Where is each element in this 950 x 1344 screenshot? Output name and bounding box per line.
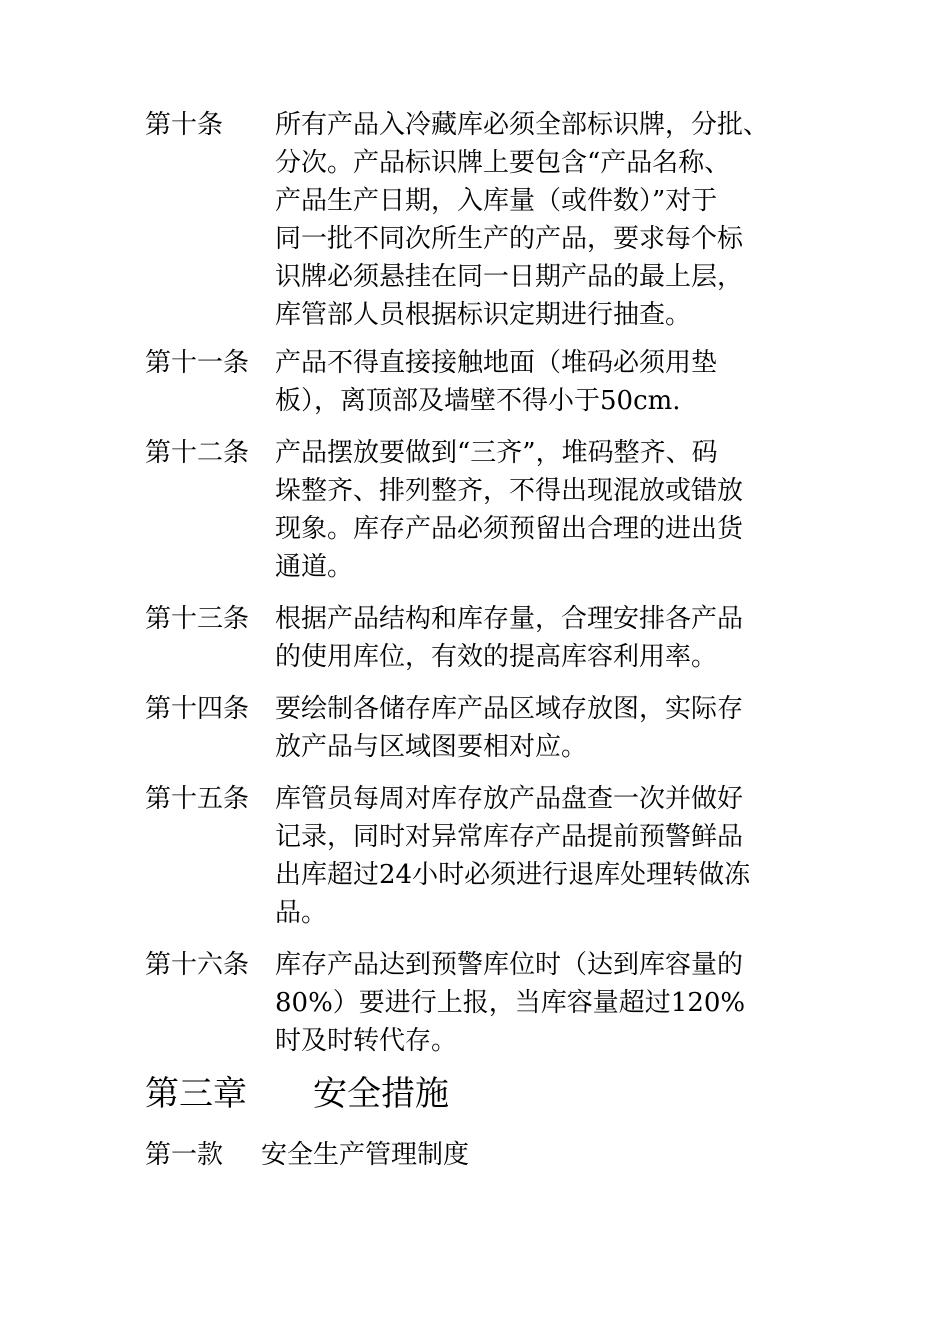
article-label: 第十四条	[145, 694, 250, 724]
article-line: 库管部人员根据标识定期进行抽查。	[275, 300, 692, 330]
article-label: 第十一条	[145, 348, 250, 378]
article-line: 的使用库位，有效的提高库容利用率。	[275, 642, 718, 672]
section-heading	[145, 1136, 469, 1174]
article-body	[275, 600, 835, 676]
article-line: 垛整齐、排列整齐，不得出现混放或错放	[275, 476, 744, 506]
chapter-heading	[145, 1072, 449, 1116]
article-line: 库管员每周对库存放产品盘查一次并做好	[275, 784, 744, 814]
article-label: 第十三条	[145, 604, 250, 634]
article-line: 产品生产日期，入库量（或件数）”对于	[275, 186, 718, 216]
article-body	[275, 344, 835, 420]
article-line: 记录，同时对异常库存产品提前预警鲜品	[275, 822, 744, 852]
article-label: 第十条	[145, 110, 224, 140]
article-line: 80%）要进行上报，当库容量超过120%	[275, 988, 746, 1018]
article-line: 根据产品结构和库存量，合理安排各产品	[275, 604, 744, 634]
article-line: 所有产品入冷藏库必须全部标识牌，分批、	[275, 110, 770, 140]
article-label: 第十五条	[145, 784, 250, 814]
article-label: 第十二条	[145, 438, 250, 468]
article-line: 品。	[275, 898, 328, 928]
article-line: 分次。产品标识牌上要包含“产品名称、	[275, 148, 731, 178]
article-line: 通道。	[275, 552, 354, 582]
article-line: 板），离顶部及墙壁不得小于50cm.	[275, 386, 681, 416]
section-title: 安全生产管理制度	[261, 1140, 470, 1170]
article-line: 放产品与区域图要相对应。	[275, 732, 588, 762]
article-line: 产品不得直接接触地面（堆码必须用垫	[275, 348, 718, 378]
article-line: 时及时转代存。	[275, 1026, 458, 1056]
article-line: 库存产品达到预警库位时（达到库容量的	[275, 950, 744, 980]
article-line: 现象。库存产品必须预留出合理的进出货	[275, 514, 744, 544]
article-body	[275, 434, 835, 586]
section-number: 第一款	[145, 1140, 224, 1170]
article-label: 第十六条	[145, 950, 250, 980]
article-body	[275, 690, 835, 766]
article-line: 同一批不同次所生产的产品，要求每个标	[275, 224, 744, 254]
article-line: 产品摆放要做到“三齐”，堆码整齐、码	[275, 438, 718, 468]
article-line: 出库超过24小时必须进行退库处理转做冻	[275, 860, 751, 890]
article-body	[275, 780, 835, 932]
article-body	[275, 946, 835, 1060]
chapter-title: 安全措施	[313, 1074, 449, 1114]
article-body	[275, 106, 835, 334]
article-line: 要绘制各储存库产品区域存放图，实际存	[275, 694, 744, 724]
chapter-number: 第三章	[145, 1074, 247, 1114]
article-line: 识牌必须悬挂在同一日期产品的最上层，	[275, 262, 744, 292]
